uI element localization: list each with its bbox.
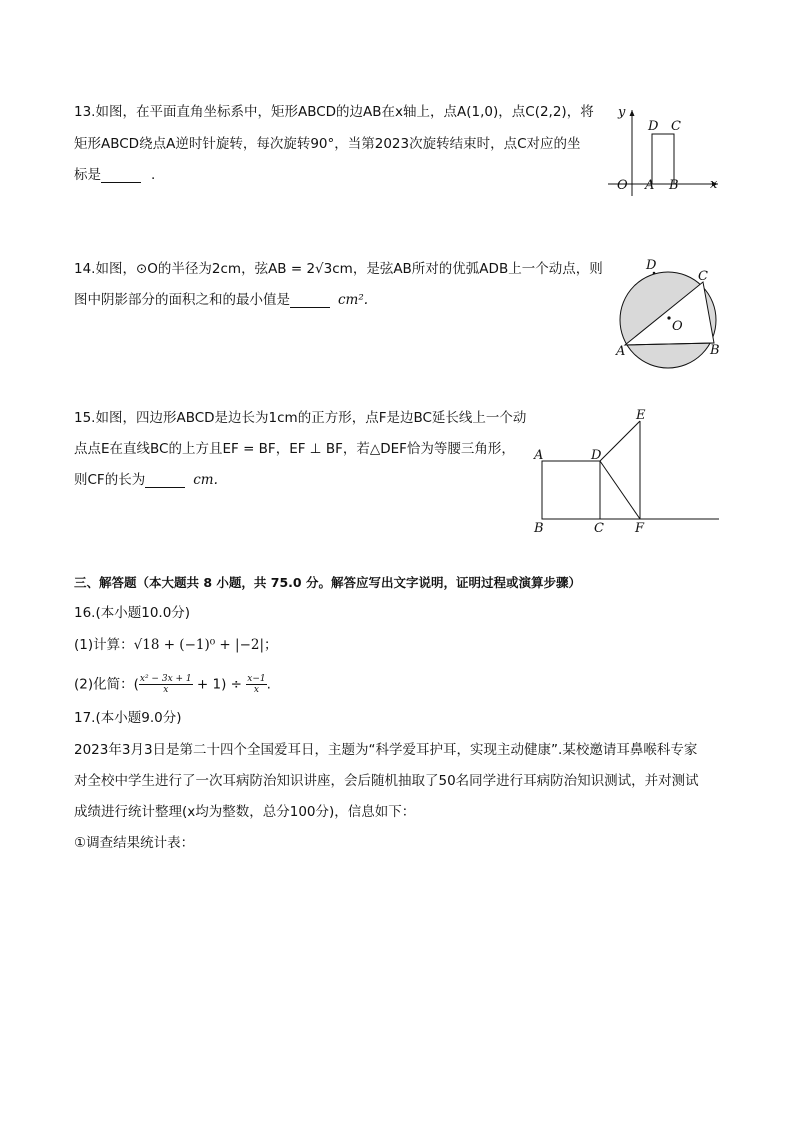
q14-label-a: A [616,344,626,359]
q13-answer-blank [101,170,141,183]
q16-part-2-label: (2)化简：( [74,676,139,693]
q14-center-point [667,316,670,319]
q14-line-2 [74,293,368,308]
q15-square-abcd [542,461,600,519]
q15-label-f: F [635,521,645,536]
q16-part-2 [74,674,271,695]
q15-label-c: C [594,521,604,536]
q14-label-d: D [646,258,657,273]
q13-figure [600,100,730,200]
q15-segment-de [600,421,640,461]
q15-segment-df [600,461,640,519]
q13-label-b: B [669,178,679,193]
q13-y-arrow-icon [630,110,635,116]
q17-line-3: 成绩进行统计整理(x均为整数，总分100分)，信息如下： [74,804,416,820]
q13-label-o: O [617,178,628,193]
q15-label-e: E [636,408,646,423]
q16-part-2-middle: + 1) ÷ [192,676,247,693]
q13-line-3 [74,168,155,183]
q17-line-4: ①调查结果统计表： [74,835,195,851]
q15-line-3-unit: cm. [193,472,218,488]
q16-fraction-2-numerator: x−1 [247,674,266,684]
q15-line-3-text: 则CF的长为 [74,472,146,488]
q14-line-2-text: 图中阴影部分的面积之和的最小值是 [74,292,290,308]
q13-rectangle-abcd [652,134,674,184]
q16-header: 16.(本小题10.0分) [74,605,191,621]
q14-line-1: 14.如图，⊙O的半径为2cm，弦AB = 2√3cm，是弦AB所对的优弧ADB上一个动点，则 [74,261,603,277]
q13-line-1: 13.如图，在平面直角坐标系中，矩形ABCD的边AB在x轴上，点A(1,0)，点C(2,2)，将 [74,104,594,120]
q16-part-1-expression: √18 + (−1)⁰ + |−2|； [133,637,278,653]
q15-label-b: B [534,521,544,536]
q16-fraction-1 [139,674,193,695]
q15-label-a: A [534,448,544,463]
q14-label-o: O [672,319,683,334]
q16-fraction-1-numerator: x² − 3x + 1 [139,674,192,684]
q14-line-2-unit: cm². [338,292,369,308]
q15-line-1: 15.如图，四边形ABCD是边长为1cm的正方形，点F是边BC延长线上一个动 [74,410,527,426]
q16-fraction-2-denominator: x [253,685,259,695]
q14-label-c: C [698,269,708,284]
q15-line-2: 点点E在直线BC的上方且EF = BF，EF ⊥ BF，若△DEF恰为等腰三角形， [74,441,515,457]
q13-line-3-text: 标是 [74,167,101,183]
q17-line-1: 2023年3月3日是第二十四个全国爱耳日，主题为“科学爱耳护耳，实现主动健康”.某校邀请耳鼻喉科专家 [74,742,698,758]
q13-label-y: y [618,105,626,120]
q13-label-d: D [648,119,659,134]
q15-label-d: D [591,448,602,463]
q16-part-2-end: . [266,676,271,693]
q16-part-1-label: (1)计算： [74,637,134,653]
q14-answer-blank [290,295,330,308]
q13-label-x: x [710,177,718,192]
q13-label-c: C [671,119,681,134]
q16-fraction-2 [246,674,266,695]
q15-answer-blank [145,475,185,488]
q14-figure [608,255,728,375]
q17-header: 17.(本小题9.0分) [74,710,182,726]
q16-fraction-1-denominator: x [163,685,169,695]
q13-line-2: 矩形ABCD绕点A逆时针旋转，每次旋转90°，当第2023次旋转结束时，点C对应的坐 [74,136,581,152]
q13-line-3-end: . [151,167,156,183]
q17-line-2: 对全校中学生进行了一次耳病防治知识讲座，会后随机抽取了50名同学进行耳病防治知识测试，并对测试 [74,773,699,789]
q13-label-a: A [645,178,655,193]
section-three-heading: 三、解答题（本大题共 8 小题，共 75.0 分。解答应写出文字说明，证明过程或演算步骤） [74,575,581,590]
q14-label-b: B [710,343,720,358]
q15-figure [528,405,723,540]
q16-part-1 [74,638,278,653]
q15-line-3 [74,473,218,488]
